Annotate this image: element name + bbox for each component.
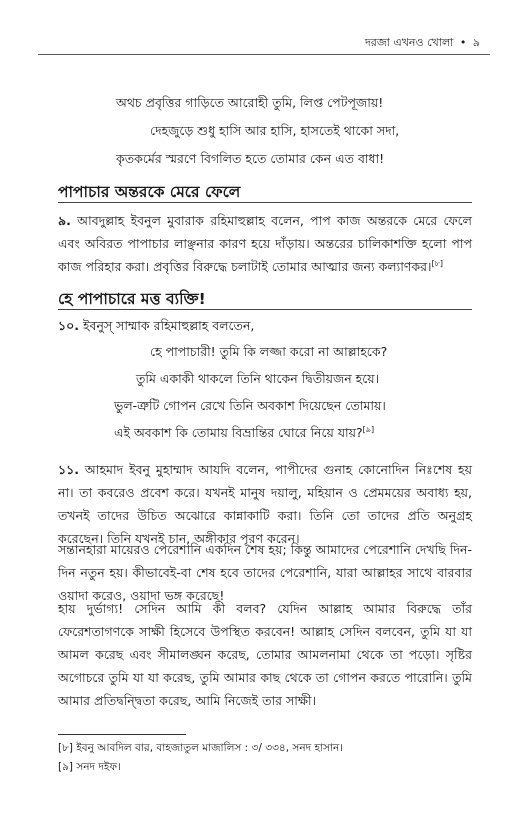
paragraph-number: ১১. [58, 462, 79, 477]
footnote-reference: [৮] [431, 258, 443, 268]
page-number: ৯ [472, 36, 480, 49]
poem-line: তুমি একাকী থাকলে তিনি থাকেন দ্বিতীয়জন হয়ে। [136, 371, 380, 386]
poem-line: অথচ প্রবৃত্তির গাড়িতে আরোহী তুমি, লিপ্ত পেটপূজায়! [116, 95, 384, 110]
bullet-separator: • [459, 36, 467, 49]
footnote-rule [58, 734, 186, 735]
heading-rule [58, 309, 472, 310]
header-rule [38, 54, 490, 55]
footnote-reference: [৯] [362, 424, 375, 434]
footnote: [৯] সনদ দইফ। [58, 761, 121, 773]
page-header [0, 34, 528, 60]
poem-line: হে পাপাচারী! তুমি কি লজ্জা করো না আল্লাহকে? [150, 344, 388, 359]
paragraph-13: হায় দুর্ভাগ্য! সেদিন আমি কী বলব? যেদিন আল্লাহ আমার বিরুদ্ধে তাঁর ফেরেশতাগণকে সাক্ষী হিসেবে উপস্থিত করবেন! আল্লাহ সেদিন বলবেন, তুমি যা যা আমল করেছ এবং সীমালঙ্ঘন করেছ, তোমার আমলনামা থেকে তা পড়ো। সৃষ্টির অগোচরে তুমি যা যা করেছ, তুমি আমার কাছ থেকে তা গোপন করতে পারোনি। তুমি আমার প্রতিদ্বন্দ্বিতা করেছ, আমি নিজেই তার সাক্ষী। [58, 601, 472, 708]
poem-line [114, 424, 374, 442]
paragraph-12: সন্তানহারা মায়েরও পেরেশানি একদিন শেষ হয়; কিন্তু আমাদের পেরেশানি দেখছি দিন-দিন নতুন হয়। কীভাবেই-বা শেষ হবে তাদের পেরেশানি, যারা আল্লাহর সাথে বারবার ওয়াদা করেও, ওয়াদা ভঙ্গ করেছে! [58, 542, 472, 603]
poem-line: কৃতকর্মের স্মরণে বিগলিত হতে তোমার কেন এত বাধা! [116, 151, 385, 166]
section-heading: হে পাপাচারে মত্ত ব্যক্তি! [58, 290, 206, 308]
poem-line: ভুল-ত্রুটি গোপন রেখে তিনি অবকাশ দিয়েছেন তোমায়। [114, 398, 386, 413]
paragraph-text: আহমাদ ইবনু মুহাম্মাদ আযদি বলেন, পাপীদের গুনাহ কোনোদিন নিঃশেষ হয় না। তা কবরেও প্রবেশ করে। যখনই মানুষ দয়ালু, মহিয়ান ও প্রেমময়ের অবাধ্য হয়, তখনই তাদের উচিত অঝোরে কান্নাকাটি করা। তিনি তো তাদের প্রতি অনুগ্রহ করেছেন। তিনি যখনই চান, অঙ্গীকার পূরণ করেন। [58, 462, 472, 546]
paragraph-9 [58, 209, 472, 278]
poem-line: দেহজুড়ে শুধু হাসি আর হাসি, হাসতেই থাকো সদা, [150, 123, 400, 138]
paragraph-text: ইবনুস্ সাম্মাক রহিমাহুল্লাহ বলতেন, [82, 318, 255, 333]
paragraph-text: আবদুল্লাহ ইবনুল মুবারাক রহিমাহুল্লাহ বলেন, পাপ কাজ অন্তরকে মেরে ফেলে এবং অবিরত পাপাচার লাঞ্ছনার কারণ হয়ে দাঁড়ায়। অন্তরের চালিকাশক্তি হলো পাপ কাজ পরিহার করা। প্রবৃত্তির বিরুদ্ধে চলাটাই তোমার আত্মার জন্য কল্যাণকর। [58, 213, 472, 274]
paragraph-10-intro [58, 314, 472, 337]
paragraph-number: ৯. [58, 213, 71, 228]
running-head [365, 34, 480, 53]
section-heading: পাপাচার অন্তরকে মেরে ফেলে [58, 183, 241, 201]
heading-rule [58, 202, 472, 203]
paragraph-11 [58, 458, 472, 550]
poem-line-text: এই অবকাশ কি তোমায় বিভ্রান্তির ঘোরে নিয়ে যায়? [114, 425, 363, 440]
footnote: [৮] ইবনু আবদিল বার, বাহজাতুল মাজালিস : ৩/ ৩৩৪, সনদ হাসান। [58, 742, 344, 754]
paragraph-number: ১০. [58, 318, 79, 333]
book-title: দরজা এখনও খোলা [364, 36, 454, 49]
